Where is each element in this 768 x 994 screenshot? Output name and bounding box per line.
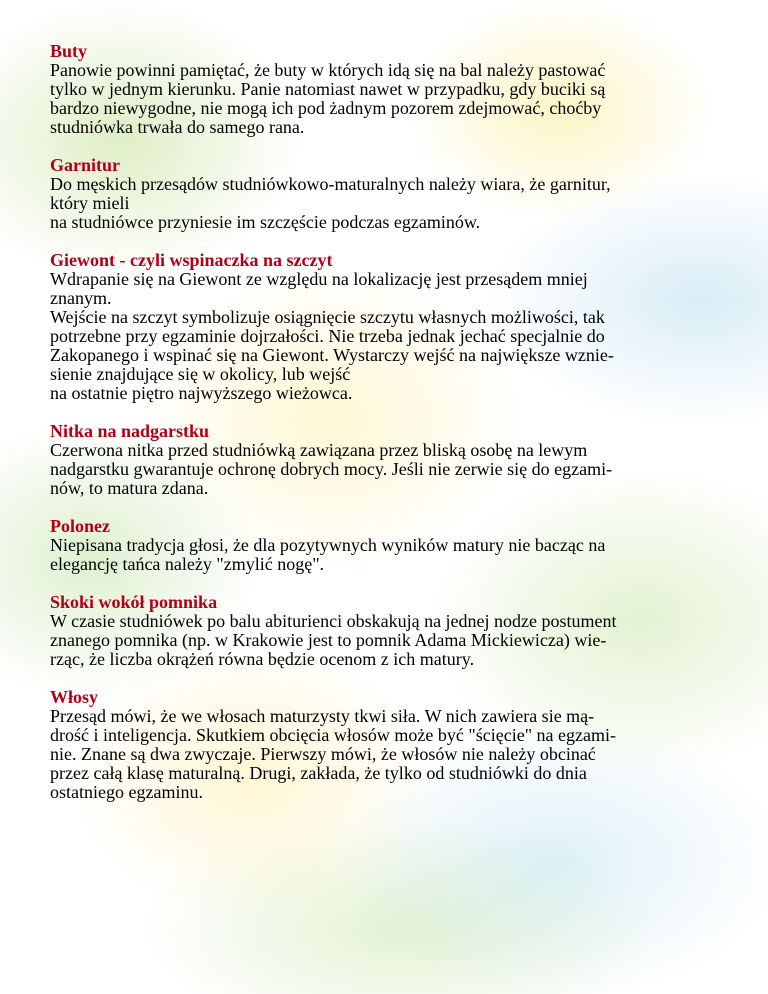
paragraph-line: znanym. (50, 288, 112, 308)
paragraph-line: Do męskich przesądów studniówkowo-maturalnych należy wiara, że garnitur, (50, 174, 611, 194)
section-nitka (50, 422, 722, 498)
section-buty (50, 42, 722, 137)
section-wlosy (50, 688, 722, 802)
section-heading: Polonez (50, 516, 110, 536)
paragraph-line: rząc, że liczba okrążeń równa będzie ocenom z ich matury. (50, 649, 475, 669)
paragraph-line: bardzo niewygodne, nie mogą ich pod żadnym pozorem zdejmować, choćby (50, 98, 602, 118)
section-heading: Nitka na nadgarstku (50, 421, 210, 441)
paragraph-line: na ostatnie piętro najwyższego wieżowca. (50, 383, 353, 403)
paragraph-line: W czasie studniówek po balu abiturienci obskakują na jednej nodze postument (50, 611, 617, 631)
paragraph-line: elegancję tańca należy "zmylić nogę". (50, 554, 325, 574)
document-body (50, 42, 722, 821)
paragraph-line: Przesąd mówi, że we włosach maturzysty tkwi siła. W nich zawiera sie mą- (50, 706, 595, 726)
section-heading: Włosy (50, 687, 99, 707)
paragraph-line: znanego pomnika (np. w Krakowie jest to pomnik Adama Mickiewicza) wie- (50, 630, 607, 650)
paragraph-line: przez całą klasę maturalną. Drugi, zakłada, że tylko od studniówki do dnia (50, 763, 587, 783)
paragraph-line: który mieli (50, 193, 130, 213)
paragraph-line: Niepisana tradycja głosi, że dla pozytywnych wyników matury nie bacząc na (50, 535, 606, 555)
paragraph-line: studniówka trwała do samego rana. (50, 117, 305, 137)
paragraph-line: nie. Znane są dwa zwyczaje. Pierwszy mówi, że włosów nie należy obcinać (50, 744, 596, 764)
section-polonez (50, 517, 722, 574)
paragraph-line: Czerwona nitka przed studniówką zawiązana przez bliską osobę na lewym (50, 440, 588, 460)
paragraph-line: potrzebne przy egzaminie dojrzałości. Nie trzeba jednak jechać specjalnie do (50, 326, 605, 346)
paragraph-line: na studniówce przyniesie im szczęście podczas egzaminów. (50, 212, 481, 232)
section-garnitur (50, 156, 722, 232)
section-heading: Giewont - czyli wspinaczka na szczyt (50, 250, 333, 270)
section-heading: Skoki wokół pomnika (50, 592, 218, 612)
paragraph-line: Zakopanego i wspinać się na Giewont. Wystarczy wejść na największe wznie- (50, 345, 614, 365)
paragraph-line: ostatniego egzaminu. (50, 782, 203, 802)
section-skoki (50, 593, 722, 669)
section-heading: Garnitur (50, 155, 120, 175)
paragraph-line: nadgarstku gwarantuje ochronę dobrych mocy. Jeśli nie zerwie się do egzami- (50, 459, 613, 479)
section-heading: Buty (50, 41, 88, 61)
paragraph-line: nów, to matura zdana. (50, 478, 209, 498)
paragraph-line: Wejście na szczyt symbolizuje osiągnięcie szczytu własnych możliwości, tak (50, 307, 605, 327)
paragraph-line: sienie znajdujące się w okolicy, lub wejść (50, 364, 351, 384)
paragraph-line: Panowie powinni pamiętać, że buty w których idą się na bal należy pastować (50, 60, 606, 80)
section-giewont (50, 251, 722, 403)
paragraph-line: Wdrapanie się na Giewont ze względu na lokalizację jest przesądem mniej (50, 269, 588, 289)
paragraph-line: tylko w jednym kierunku. Panie natomiast nawet w przypadku, gdy buciki są (50, 79, 606, 99)
paragraph-line: drość i inteligencja. Skutkiem obcięcia włosów może być "ścięcie" na egzami- (50, 725, 616, 745)
